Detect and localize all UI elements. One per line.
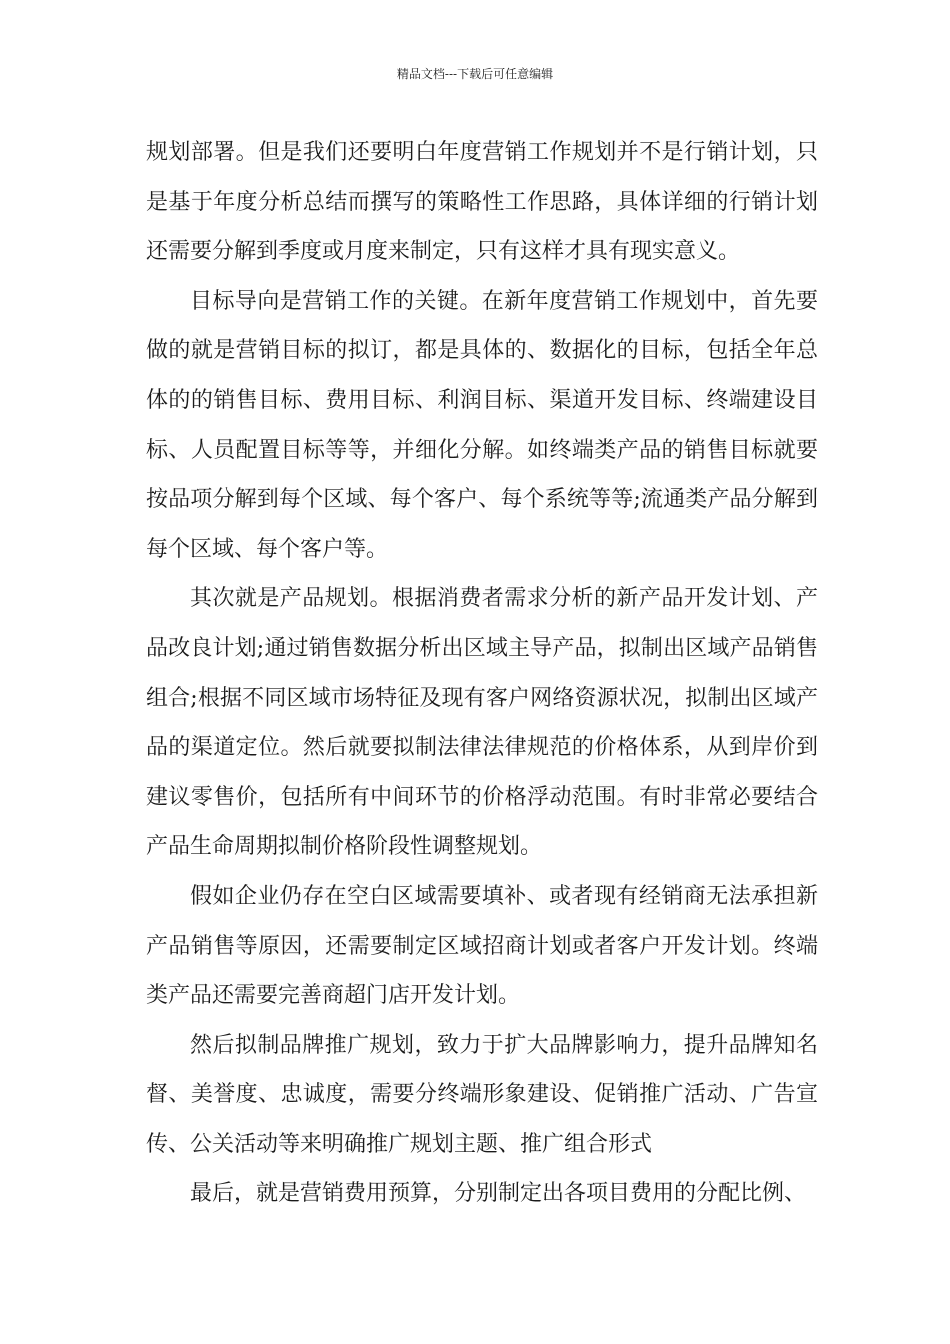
- document-body: [146, 128, 818, 1219]
- paragraph-2: 目标导向是营销工作的关键。在新年度营销工作规划中，首先要做的就是营销目标的拟订，都是具体的、数据化的目标，包括全年总体的的销售目标、费用目标、利润目标、渠道开发目标、终端建设目标、人员配置目标等等，并细化分解。如终端类产品的销售目标就要按品项分解到每个区域、每个客户、每个系统等等;流通类产品分解到每个区域、每个客户等。: [146, 288, 818, 562]
- paragraph-6: 最后，就是营销费用预算，分别制定出各项目费用的分配比例、: [190, 1181, 807, 1207]
- paragraph-5: 然后拟制品牌推广规划，致力于扩大品牌影响力，提升品牌知名督、美誉度、忠诚度，需要分终端形象建设、促销推广活动、广告宣传、公关活动等来明确推广规划主题、推广组合形式: [146, 1032, 818, 1157]
- paragraph-4: 假如企业仍存在空白区域需要填补、或者现有经销商无法承担新产品销售等原因，还需要制定区域招商计划或者客户开发计划。终端类产品还需要完善商超门店开发计划。: [146, 883, 818, 1009]
- page-header: 精品文档---下载后可任意编辑: [396, 67, 554, 81]
- paragraph-1: 规划部署。但是我们还要明白年度营销工作规划并不是行销计划，只是基于年度分析总结而撰写的策略性工作思路，具体详细的行销计划还需要分解到季度或月度来制定，只有这样才具有现实意义。: [146, 140, 818, 265]
- paragraph-3: 其次就是产品规划。根据消费者需求分析的新产品开发计划、产品改良计划;通过销售数据分析出区域主导产品，拟制出区域产品销售组合;根据不同区域市场特征及现有客户网络资源状况，拟制出区域产品的渠道定位。然后就要拟制法律法律规范的价格体系，从到岸价到建议零售价，包括所有中间环节的价格浮动范围。有时非常必要结合产品生命周期拟制价格阶段性调整规划。: [146, 586, 818, 860]
